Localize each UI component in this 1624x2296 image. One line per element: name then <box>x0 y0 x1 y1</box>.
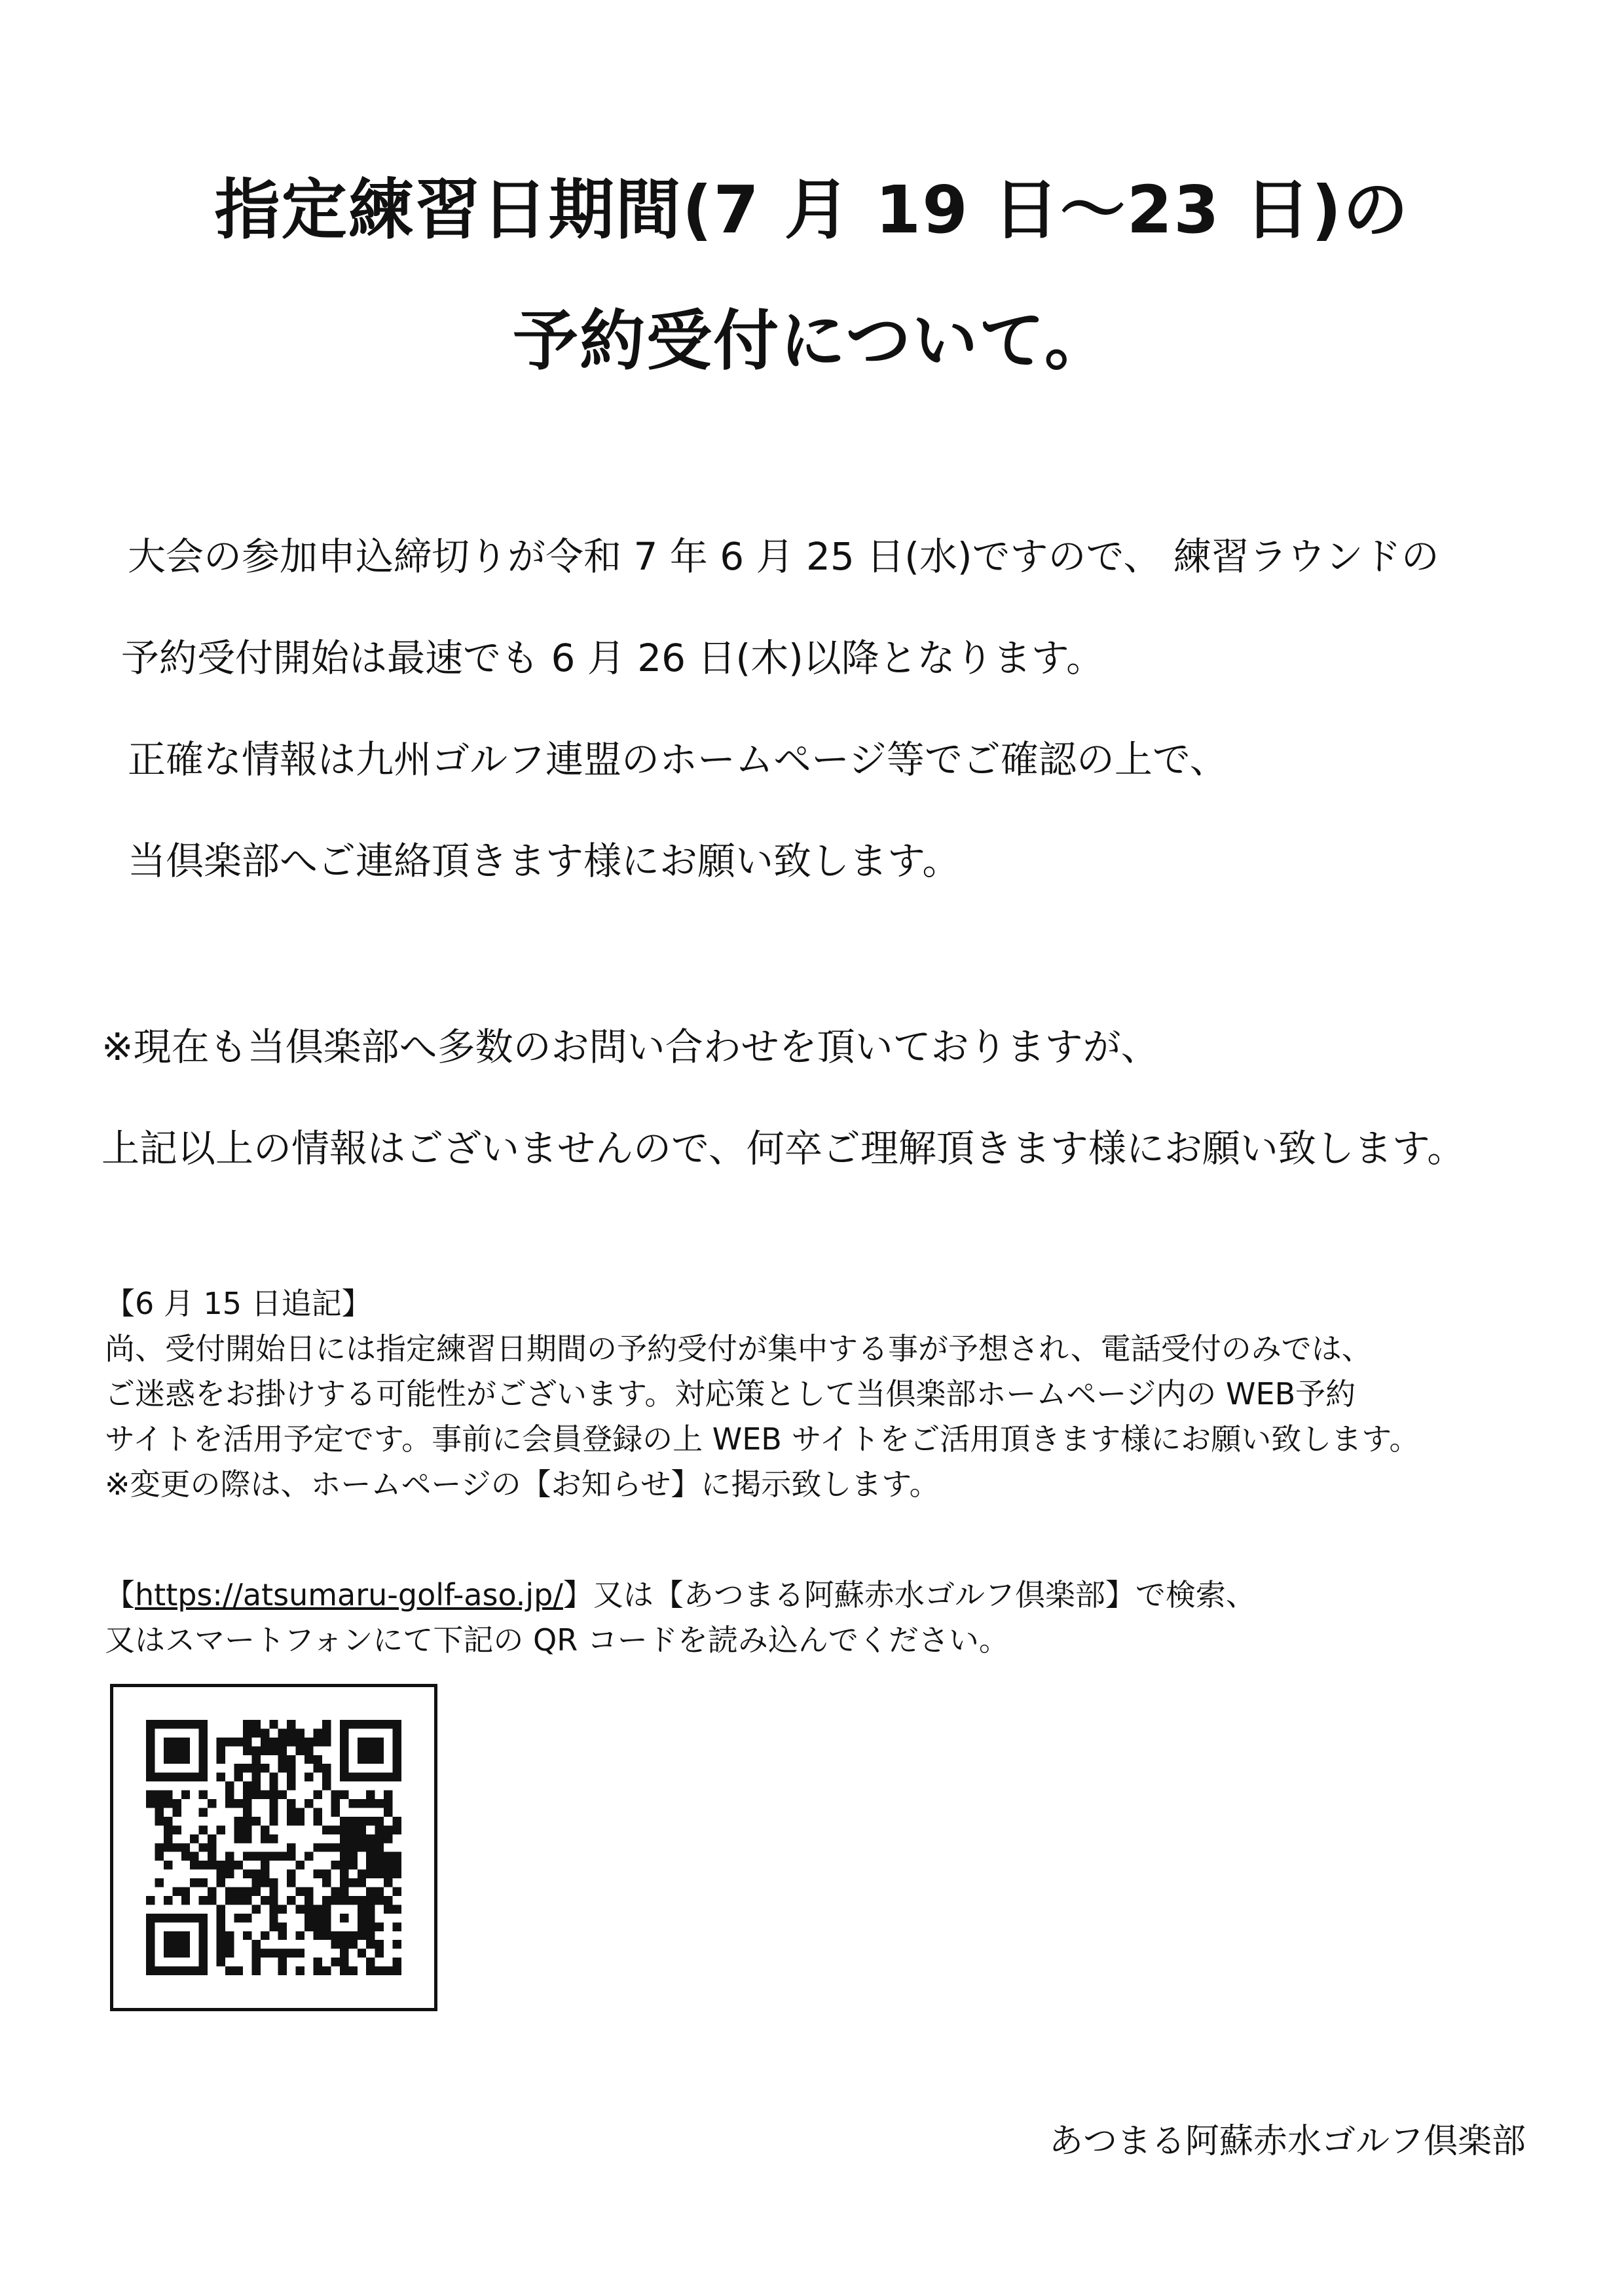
paragraph-1-line-1: 大会の参加申込締切りが令和 7 年 6 月 25 日(水)ですので、 練習ラウンドの <box>128 534 1439 579</box>
paragraph-1-line-4: 当倶楽部へご連絡頂きます様にお願い致します。 <box>128 839 961 883</box>
search-line-2: 又はスマートフォンにて下記の QR コードを読み込んでください。 <box>105 1622 1009 1658</box>
addendum-heading: 【6 月 15 日追記】 <box>105 1286 372 1321</box>
page-title-line-1: 指定練習日期間(7 月 19 日～23 日)の <box>214 172 1410 248</box>
note-line-1: ※現在も当倶楽部へ多数のお問い合わせを頂いておりますが、 <box>101 1025 1159 1069</box>
addendum-line-3: サイトを活用予定です。事前に会員登録の上 WEB サイトをご活用頂きます様にお願い致します。 <box>105 1421 1420 1457</box>
addendum-line-2: ご迷惑をお掛けする可能性がございます。対応策として当倶楽部ホームページ内の WEB予約 <box>105 1376 1356 1412</box>
addendum-line-4: ※変更の際は、ホームページの【お知らせ】に掲示致します。 <box>105 1467 940 1502</box>
website-url-link[interactable]: https://atsumaru-golf-aso.jp/ <box>135 1577 563 1613</box>
search-instruction: 】又は【あつまる阿蘇赤水ゴルフ倶楽部】で検索、 <box>563 1577 1256 1613</box>
club-name: あつまる阿蘇赤水ゴルフ倶楽部 <box>1048 2122 1526 2161</box>
addendum-line-1: 尚、受付開始日には指定練習日期間の予約受付が集中する事が予想され、電話受付のみでは、 <box>105 1331 1372 1366</box>
paragraph-1-line-2: 予約受付開始は最速でも 6 月 26 日(木)以降となります。 <box>121 636 1105 680</box>
note-line-2: 上記以上の情報はございませんので、何卒ご理解頂きます様にお願い致します。 <box>101 1126 1466 1171</box>
qr-code-icon[interactable] <box>146 1720 401 1975</box>
search-line-1 <box>105 1571 1256 1614</box>
qr-code-frame <box>110 1684 437 2011</box>
bracket-open: 【 <box>105 1577 135 1613</box>
page-title-line-2: 予約受付について。 <box>513 302 1111 379</box>
paragraph-1-line-3: 正確な情報は九州ゴルフ連盟のホームページ等でご確認の上で、 <box>128 737 1228 782</box>
